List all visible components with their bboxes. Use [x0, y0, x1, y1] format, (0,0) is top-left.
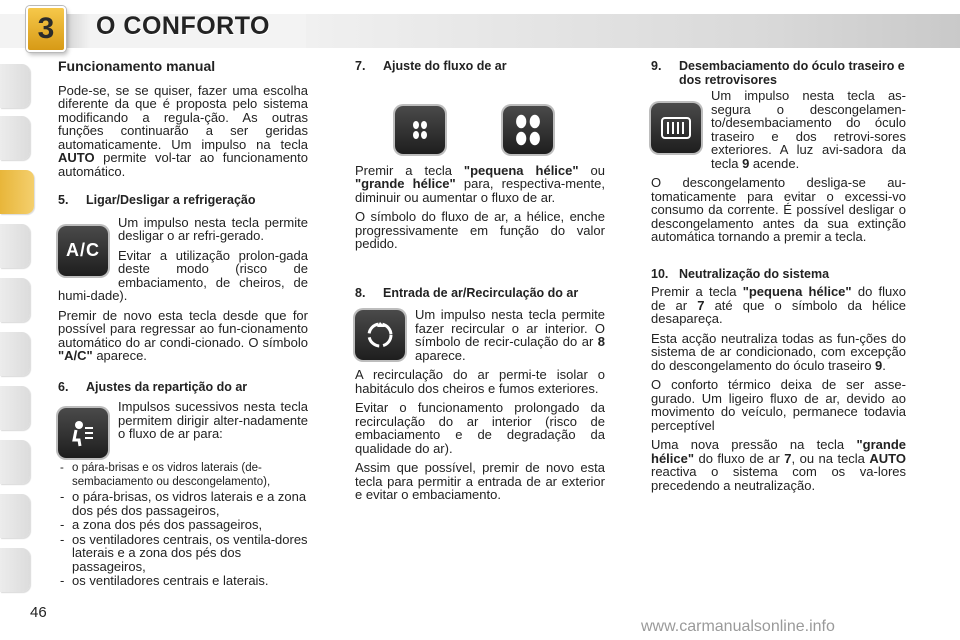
- item-title-text: Entrada de ar/Recirculação do ar: [383, 285, 579, 300]
- item-5-p2: Evitar a utilização prolon-gada deste modo (risco de embaciamento, de cheiros, de humi-dade).: [58, 247, 308, 303]
- item-10-bold: AUTO: [869, 450, 906, 466]
- chapter-tab-active[interactable]: [0, 170, 34, 214]
- item-10-bold: "grande hélice": [651, 437, 906, 466]
- item-title-text: Desembaciamento do óculo traseiro e dos retrovisores: [679, 59, 905, 87]
- page-number: 46: [30, 604, 47, 621]
- item-7-p1: [355, 164, 605, 205]
- item-10-text: até que o símbolo da hélice desapareça.: [651, 297, 907, 326]
- item-7-text: para, respectiva-mente, diminuir ou aumentar o fluxo de ar.: [355, 176, 605, 205]
- watermark: www.carmanualsonline.info: [641, 618, 835, 635]
- item-8-bold: 8: [597, 334, 605, 349]
- item-5-p3-a: Premir de novo esta tecla desde que for possível para regressar ao fun-cionamento automático do ar condi-cionado. O símbolo: [58, 307, 308, 350]
- item-8-text: aparece.: [415, 347, 466, 363]
- intro-text-b: permite vol-tar ao funcionamento automático.: [58, 150, 308, 179]
- item-8-title: [355, 287, 605, 301]
- section-title: Funcionamento manual: [58, 58, 216, 74]
- item-9-p2: O descongelamento desliga-se au-tomaticamente para evitar o excessi-vo consumo da corrente. É possível desligar o descongelamento antes da sua extinção automática tornando a premir a tecla.: [651, 175, 906, 244]
- item-10-bold: 9: [875, 357, 883, 373]
- item-8-p3: Evitar o funcionamento prolongado da recirculação do ar interior (risco de embaciamento e de degradação da qualidade do ar).: [355, 400, 605, 456]
- intro-text-a: Pode-se, se se quiser, fazer uma escolha diferente da que é proposta pelo sistema modificando a regula-ção. As outras funções continuarão a ser geridas automaticamente. Um impulso na tecla: [58, 82, 308, 152]
- chapter-tab[interactable]: [0, 278, 30, 322]
- item-10-text: do fluxo de ar: [694, 450, 785, 466]
- item-number: 6.: [58, 379, 69, 394]
- header-ribbon: [62, 14, 90, 48]
- item-7-p2: O símbolo do fluxo de ar, a hélice, enche progressivamente em função do valor pedido.: [355, 209, 605, 251]
- chapter-tab[interactable]: [0, 224, 30, 268]
- chapter-tab[interactable]: [0, 440, 30, 484]
- item-7-bold-2: "grande hélice": [355, 176, 456, 191]
- item-number: 10.: [651, 266, 669, 281]
- chapter-tabs: [0, 60, 34, 580]
- chapter-tab[interactable]: [0, 548, 30, 592]
- list-item: - a zona dos pés dos passageiros,: [58, 518, 308, 532]
- item-number: 8.: [355, 285, 366, 300]
- item-10-p1: [651, 285, 906, 326]
- intro-auto: AUTO: [58, 150, 95, 165]
- item-10-text: Uma nova pressão na tecla: [651, 437, 857, 452]
- intro-paragraph: [58, 84, 308, 179]
- column-1: [58, 60, 308, 589]
- distribution-list: [58, 462, 308, 588]
- air-distribution-icon: [58, 408, 108, 458]
- item-8-p2: A recirculação do ar permi-te isolar o habitáculo dos cheiros e fumos exteriores.: [355, 367, 605, 396]
- fan-icons-row: [355, 82, 605, 154]
- column-2: [355, 60, 605, 508]
- page-title: O CONFORTO: [96, 12, 270, 40]
- chapter-tab[interactable]: [0, 332, 30, 376]
- chapter-badge: 3: [26, 6, 66, 52]
- header-gradient: [306, 14, 960, 48]
- item-10-p2: [651, 332, 906, 373]
- rear-defrost-icon: [651, 103, 701, 153]
- item-5-p3-bold: "A/C": [58, 348, 93, 363]
- item-6-p1: Impulsos sucessivos nesta tecla permitem dirigir alter-nadamente o fluxo de ar para:: [118, 399, 308, 441]
- column-3: [651, 60, 906, 498]
- ac-button-icon: A/C: [58, 226, 108, 276]
- item-9-text: acende.: [749, 155, 800, 171]
- item-10-text: Esta acção neutraliza todas as fun-ções do sistema de ar condicionado, com excepção do descongelamento do óculo traseiro: [651, 330, 906, 373]
- item-10-p3: O conforto térmico deixa de ser asse-gurado. Um ligeiro fluxo de ar, devido ao movimento do veículo, permanece todavia perceptível: [651, 377, 906, 433]
- item-9-bold: 9: [742, 155, 750, 171]
- item-7-text: ou: [578, 162, 605, 178]
- item-7-bold-1: "pequena hélice": [463, 162, 579, 178]
- page-header: [0, 0, 960, 58]
- item-number: 7.: [355, 59, 366, 73]
- item-title-text: Ajustes da repartição do ar: [86, 379, 248, 394]
- item-10-bold: 7: [697, 297, 705, 313]
- list-item: - os ventiladores centrais, os ventila-dores laterais e a zona dos pés dos passageiros,: [58, 533, 308, 574]
- list-item: - os ventiladores centrais e laterais.: [58, 574, 308, 588]
- item-10-text: .: [882, 357, 886, 373]
- item-5-p1: Um impulso nesta tecla permite desligar o ar refri-gerado.: [118, 214, 308, 243]
- chapter-tab[interactable]: [0, 494, 30, 538]
- chapter-tab[interactable]: [0, 116, 30, 160]
- item-8-text: Um impulso nesta tecla permite fazer recircular o ar interior. O símbolo de recir-culação do ar: [415, 307, 605, 349]
- item-10-p4: [651, 438, 906, 492]
- chapter-tab[interactable]: [0, 386, 30, 430]
- item-10-bold: "pequena hélice": [742, 284, 852, 299]
- item-title-text: Ajuste do fluxo de ar: [383, 59, 507, 73]
- item-5-title: [58, 194, 308, 208]
- item-5-p3: [58, 309, 308, 363]
- list-item: - o pára-brisas e os vidros laterais (de-sembaciamento ou descongelamento),: [58, 462, 308, 489]
- item-5-p3-b: aparece.: [92, 348, 147, 363]
- recirculation-icon: [355, 310, 405, 360]
- item-10-text: do fluxo de ar: [651, 284, 906, 313]
- item-10-bold: 7: [784, 450, 792, 466]
- item-10-text: Premir a tecla: [651, 284, 743, 299]
- item-10-title: [651, 268, 906, 282]
- small-fan-icon: [395, 106, 445, 154]
- item-7-text: Premir a tecla: [355, 162, 464, 178]
- item-10-text: , ou na tecla: [791, 450, 870, 466]
- item-9-title: [651, 60, 906, 87]
- item-8-p4: Assim que possível, premir de novo esta tecla para permitir a entrada de ar exterior e evitar o embaciamento.: [355, 460, 605, 502]
- list-item: - o pára-brisas, os vidros laterais e a zona dos pés dos passageiros,: [58, 490, 308, 517]
- item-9-text: Um impulso nesta tecla as-segura o descongelamen-to/desembaciamento do óculo traseiro e dos retrovi-sores exteriores. A luz avi-sadora da tecla: [711, 88, 906, 171]
- large-fan-icon: [503, 106, 553, 154]
- item-10-text: reactiva o sistema com os va-lores precedendo a neutralização.: [651, 464, 906, 493]
- item-number: 5.: [58, 193, 69, 207]
- item-7-title: [355, 60, 605, 74]
- item-number: 9.: [651, 59, 662, 73]
- item-title-text: Neutralização do sistema: [679, 266, 830, 281]
- item-title-text: Ligar/Desligar a refrigeração: [86, 193, 256, 207]
- chapter-tab[interactable]: [0, 64, 30, 108]
- item-6-title: [58, 381, 308, 395]
